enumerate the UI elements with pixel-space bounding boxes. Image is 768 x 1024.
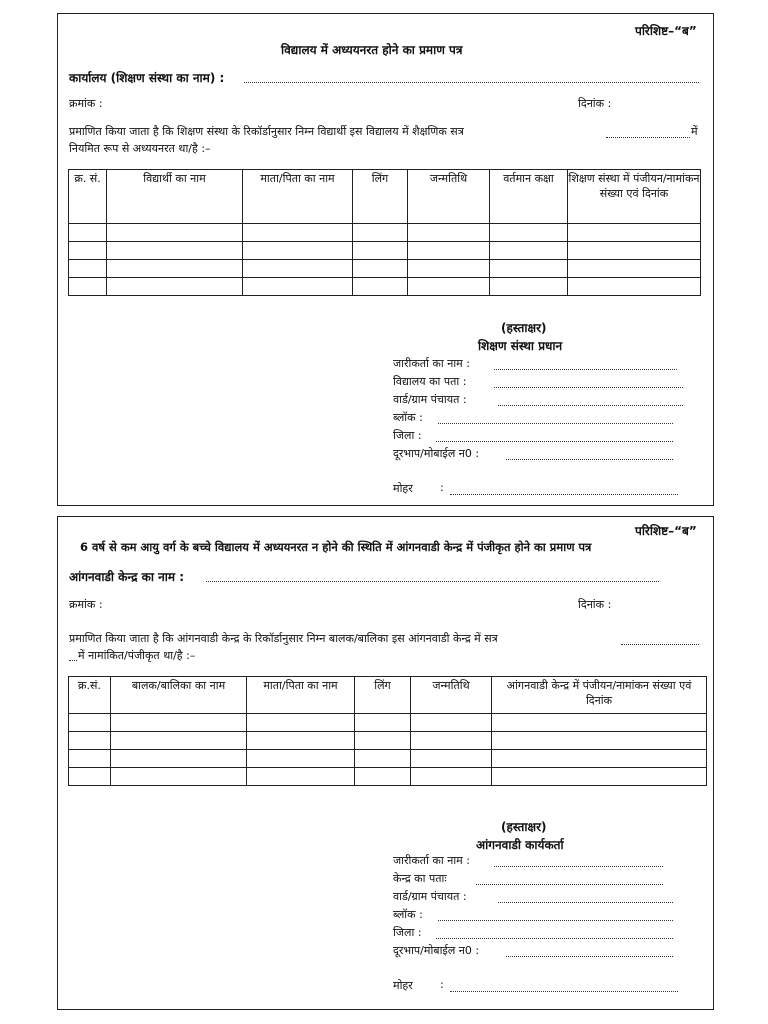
table-row [69,242,701,260]
table-cell[interactable] [69,278,107,296]
signature-label: (हस्ताक्षर) [501,820,547,834]
ward-panchayat-field[interactable] [498,405,683,406]
table-cell[interactable] [247,768,355,786]
table-row [69,278,701,296]
signatory-title: शिक्षण संस्था प्रधान [478,339,563,353]
date-label: दिनांक : [578,598,612,611]
table-cell[interactable] [353,242,408,260]
district-label: जिला : [393,926,422,939]
signatory-title: आंगनवाडी कार्यकर्ता [476,838,564,852]
office-name-label: कार्यालय (शिक्षण संस्था का नाम) : [69,71,225,85]
table-cell[interactable] [243,242,353,260]
table-cell[interactable] [490,260,568,278]
table-cell[interactable] [411,732,492,750]
center-address-label: केन्द्र का पताः [393,872,447,885]
table-cell[interactable] [568,260,701,278]
block-field[interactable] [438,423,673,424]
table-cell[interactable] [243,278,353,296]
center-name-field[interactable] [206,581,659,582]
table-cell[interactable] [243,260,353,278]
issuer-name-label: जारीकर्ता का नाम : [393,854,470,867]
table-cell[interactable] [411,750,492,768]
ward-panchayat-field[interactable] [498,902,673,903]
table-cell[interactable] [492,732,707,750]
table-row [69,224,701,242]
table-cell[interactable] [69,750,111,768]
table-cell[interactable] [355,732,411,750]
table-cell[interactable] [107,278,243,296]
column-header: आंगनवाडी केन्द्र में पंजीयन/नामांकन संख्या एवं दिनांक [492,677,707,714]
table-cell[interactable] [568,278,701,296]
table-cell[interactable] [492,714,707,732]
center-address-field[interactable] [476,884,663,885]
school-address-label: विद्यालय का पता : [393,375,467,388]
student-table [68,169,701,296]
certification-text-line1-end: में [691,125,698,138]
column-header: क्र.सं. [69,677,111,714]
seal-colon: : [440,481,444,494]
district-field[interactable] [436,938,673,939]
table-cell[interactable] [69,260,107,278]
table-cell[interactable] [247,732,355,750]
serial-number-label: क्रमांक : [69,97,103,110]
block-label: ब्लॉक : [393,908,423,921]
district-label: जिला : [393,429,422,442]
date-label: दिनांक : [578,97,612,110]
child-table [68,676,707,786]
table-cell[interactable] [568,242,701,260]
phone-label: दूरभाप/मोबाईल न0 : [393,447,480,460]
column-header: लिंग [353,170,408,224]
table-cell[interactable] [408,224,490,242]
table-row [69,714,707,732]
table-cell[interactable] [408,278,490,296]
phone-field[interactable] [506,459,673,460]
table-cell[interactable] [490,224,568,242]
certification-text-line1: प्रमाणित किया जाता है कि आंगनवाडी केन्द्र के रिकॉर्डानुसार निम्न बालक/बालिका इस आंगनवाडी केन्द्र में सत्र [69,632,498,645]
seal-label: मोहर [393,979,413,992]
serial-number-label: क्रमांक : [69,598,103,611]
column-header: लिंग [355,677,411,714]
table-cell[interactable] [69,732,111,750]
ward-panchayat-label: वार्ड/ग्राम पंचायत : [393,393,467,406]
column-header: जन्मतिथि [411,677,492,714]
column-header: विद्यार्थी का नाम [107,170,243,224]
certification-text-line2: में नामांकित/पंजीकृत था/है :– [78,649,196,662]
table-cell[interactable] [243,224,353,242]
table-cell[interactable] [107,224,243,242]
issuer-name-field[interactable] [494,866,663,867]
form-title: 6 वर्ष से कम आयु वर्ग के बच्चे विद्यालय में अध्ययनरत न होने की स्थिति में आंगनवाडी केन्द्र में पंजीकृत होने का प्रमाण पत्र [80,540,592,554]
issuer-name-label: जारीकर्ता का नाम : [393,357,470,370]
table-cell[interactable] [408,260,490,278]
table-cell[interactable] [355,714,411,732]
form-title: विद्यालय में अध्ययनरत होने का प्रमाण पत्र [281,43,463,57]
table-cell[interactable] [107,242,243,260]
table-cell[interactable] [111,714,247,732]
phone-field[interactable] [506,956,673,957]
table-cell[interactable] [69,768,111,786]
table-row [69,768,707,786]
issuer-name-field[interactable] [494,369,677,370]
block-field[interactable] [438,920,673,921]
table-cell[interactable] [111,768,247,786]
table-row [69,260,701,278]
table-cell[interactable] [411,768,492,786]
column-header: माता/पिता का नाम [247,677,355,714]
table-row [69,732,707,750]
column-header: जन्मतिथि [408,170,490,224]
table-cell[interactable] [247,714,355,732]
table-cell[interactable] [111,732,247,750]
certificate-form-anganwadi [57,516,714,1010]
column-header: माता/पिता का नाम [243,170,353,224]
phone-label: दूरभाप/मोबाईल न0 : [393,944,480,957]
seal-field[interactable] [450,991,678,992]
table-cell[interactable] [411,714,492,732]
column-header: शिक्षण संस्था में पंजीयन/नामांकन संख्या एवं दिनांक [568,170,701,224]
table-cell[interactable] [492,750,707,768]
office-name-field[interactable] [244,82,699,83]
table-cell[interactable] [355,768,411,786]
table-cell[interactable] [490,278,568,296]
certificate-form-school [57,13,714,506]
signature-label: (हस्ताक्षर) [501,321,547,335]
session-field[interactable] [621,644,699,645]
column-header: वर्तमान कक्षा [490,170,568,224]
school-address-field[interactable] [494,387,683,388]
table-header-row [69,677,707,714]
certification-text-line2: नियमित रूप से अध्ययनरत था/है :– [69,142,211,155]
seal-label: मोहर [393,482,413,495]
district-field[interactable] [436,441,673,442]
table-cell[interactable] [408,242,490,260]
column-header: क्र. सं. [69,170,107,224]
appendix-label: परिशिष्ट–“ब” [635,24,697,38]
table-cell[interactable] [111,750,247,768]
table-cell[interactable] [69,242,107,260]
session-field[interactable] [606,137,690,138]
table-cell[interactable] [492,768,707,786]
table-cell[interactable] [568,224,701,242]
table-cell[interactable] [247,750,355,768]
appendix-label: परिशिष्ट–“ब” [635,524,697,538]
table-cell[interactable] [355,750,411,768]
table-cell[interactable] [107,260,243,278]
table-cell[interactable] [69,224,107,242]
session-field-cont[interactable] [69,660,77,661]
table-cell[interactable] [69,714,111,732]
seal-field[interactable] [450,494,678,495]
table-cell[interactable] [353,224,408,242]
block-label: ब्लॉक : [393,411,423,424]
certification-text-line1: प्रमाणित किया जाता है कि शिक्षण संस्था के रिकॉर्डानुसार निम्न विद्यार्थी इस विद्यालय में शैक्षणिक सत्र [69,125,464,138]
seal-colon: : [440,978,444,991]
table-cell[interactable] [353,278,408,296]
center-name-label: आंगनवाडी केन्द्र का नाम : [69,570,185,584]
table-header-row [69,170,701,224]
table-cell[interactable] [490,242,568,260]
table-row [69,750,707,768]
column-header: बालक/बालिका का नाम [111,677,247,714]
table-cell[interactable] [353,260,408,278]
ward-panchayat-label: वार्ड/ग्राम पंचायत : [393,890,467,903]
